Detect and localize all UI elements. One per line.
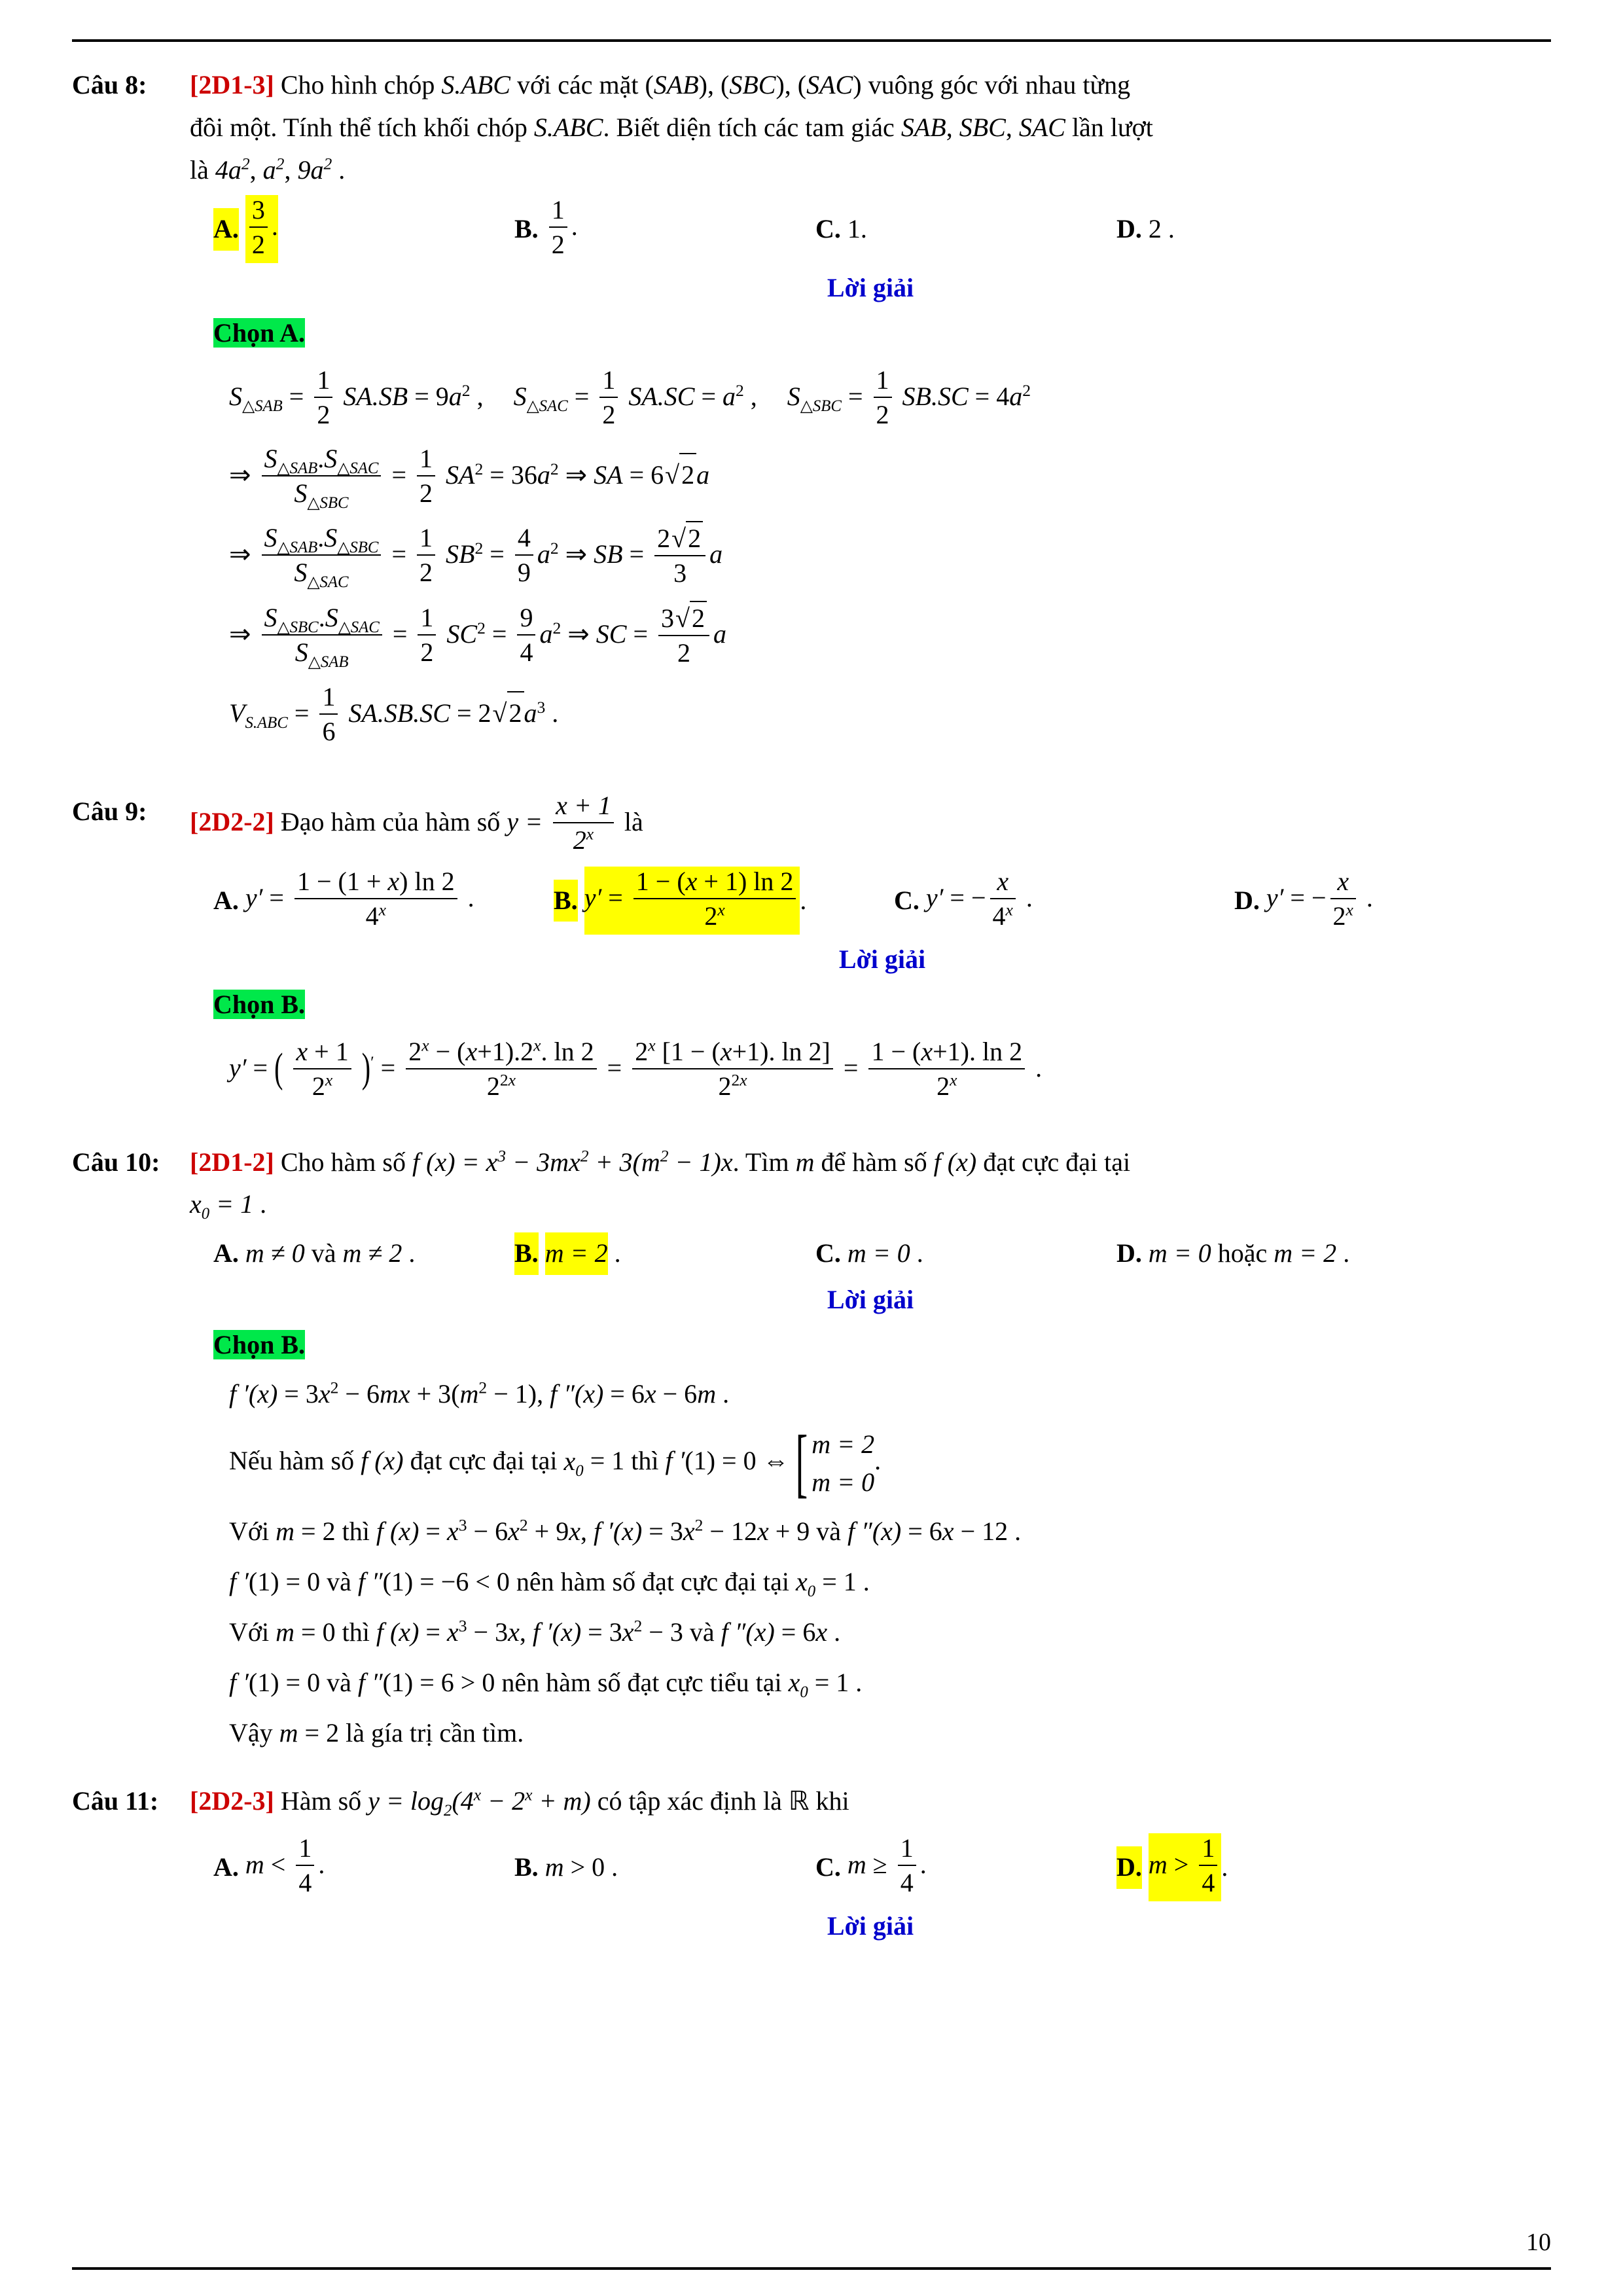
option-d-value: m > $\frac{1}{4}$	[1149, 1833, 1221, 1901]
question-9-solution-heading: Lời giải	[838, 944, 926, 974]
option-a[interactable]: A. m ≠ 0 và m ≠ 2 .	[213, 1232, 514, 1275]
question-10-options	[213, 1232, 1551, 1275]
q10-work-line-3: Với m = 2 thì f $(x) = x^3 - 6x^2 + 9x$, f $'(x) = 3x^2 - 12x + 9$ và f ″(x) = 6x − 12 .	[229, 1516, 1022, 1547]
option-b-value: m = 2	[545, 1232, 608, 1275]
q11-stem-2: có tập xác định là	[597, 1786, 782, 1816]
q10-stem-3: để hàm số	[821, 1147, 927, 1177]
q10-m: m	[795, 1147, 815, 1177]
stem-text-5: . Biết diện tích các tam giác	[603, 112, 895, 142]
option-d-value: m = 0	[1148, 1238, 1211, 1268]
option-c-value: m = 0	[847, 1238, 910, 1268]
question-10-stem-line2: $x_0 = 1$ .	[190, 1189, 267, 1223]
tri-2: SBC	[959, 112, 1006, 142]
option-a-letter: A.	[213, 1238, 239, 1268]
q11-expr: $y = \log_2(4^x - 2^x + m)$	[368, 1785, 591, 1820]
question-10	[72, 1141, 1551, 1755]
option-d-letter: D.	[1234, 885, 1260, 915]
question-8-code: [2D1-3]	[190, 70, 274, 99]
option-d-letter: D.	[1116, 213, 1142, 243]
question-9-code: [2D2-2]	[190, 807, 274, 837]
option-c-value: m ≥ $\frac{1}{4}$ .	[847, 1833, 927, 1898]
stem-text-4: đôi một. Tính thể tích khối chóp	[190, 112, 527, 142]
option-b-letter: B.	[514, 1852, 539, 1882]
option-b-value: y′ = $\frac{1 - (x + 1) \ln 2}{2^x}$	[584, 867, 800, 935]
option-c-value: 1.	[847, 213, 867, 243]
stem-text-3: vuông góc với nhau từng	[868, 70, 1131, 99]
question-10-stem	[190, 1141, 1551, 1184]
option-d[interactable]	[1234, 867, 1575, 935]
q10-work-line-4: f ′(1) = 0 và f ″(1) = −6 < 0 nên hàm số đạt cực đại tại $x_0 = 1$ .	[229, 1567, 870, 1601]
area-1: $4a^2$	[215, 154, 250, 185]
case-2: m = 0	[812, 1467, 875, 1498]
question-8-options	[213, 195, 1551, 263]
q9-work-line-1: y′ = ( $\frac{x + 1}{2^x}$ )′ = $\frac{2^x - (x+1).2^x. \ln 2}{2^{2x}}$ = $\frac{2^x [1 - (x+1). \ln 2]}{2^{2x}}$ = $\frac{1 - (x+1). \ln 2}{2^x}$ .	[229, 1035, 1043, 1101]
q10-stem-1: Cho hàm số	[280, 1147, 406, 1177]
option-c-letter: C.	[815, 1238, 841, 1268]
q10-stem-4: đạt cực đại tại	[983, 1147, 1131, 1177]
option-d-letter: D.	[1116, 1238, 1142, 1268]
question-10-label: Câu 10:	[72, 1147, 160, 1177]
option-d[interactable]: D. m > $\frac{1}{4}$ .	[1116, 1833, 1418, 1901]
q9-stem-end: là	[624, 807, 643, 837]
option-a-letter: A.	[213, 208, 239, 251]
question-8	[72, 64, 1551, 761]
option-a-letter: A.	[213, 1852, 239, 1882]
q10-fx: f $(x) = x^3 - 3mx^2 + 3(m^2 - 1)x$	[412, 1146, 733, 1177]
option-c[interactable]: C. m = 0 .	[815, 1232, 1116, 1275]
option-b[interactable]: B. m = 2 .	[514, 1232, 815, 1275]
question-11-options	[213, 1833, 1551, 1901]
question-8-chosen: Chọn A.	[213, 318, 306, 348]
option-b-letter: B.	[514, 213, 539, 243]
q10-cases: [ m = 2 m = 0	[795, 1420, 875, 1506]
question-10-solution-heading: Lời giải	[827, 1284, 914, 1314]
area-3: $9a^2$	[297, 154, 332, 185]
question-8-stem-line2: đôi một. Tính thể tích khối chóp S.ABC. Biết diện tích các tam giác SAB, SBC, SAC lần lượt	[190, 112, 1153, 142]
page-number: 10	[1526, 2229, 1551, 2256]
option-b[interactable]	[514, 195, 815, 263]
q10-work-line-1: f $'(x) = 3x^2 - 6mx + 3(m^2 - 1)$, f ″(x) = 6x − 6m .	[229, 1378, 730, 1408]
q8-work-line-4: ⇒ $\frac{S_{\triangle SBC}.S_{\triangle SAC}}{S_{\triangle SAB}}$ = $\frac{1}{2}$ $SC^2$ = $\frac{9}{4}$ $a^2$ ⇒ SC = $\frac{3√2}{2}$ a	[229, 602, 1551, 672]
tri-3: SAC	[1018, 112, 1065, 142]
question-10-chosen: Chọn B.	[213, 1329, 306, 1359]
q8-work-line-1: $S_{\triangle SAB}$ = $\frac{1}{2}$ $SA.SB = 9a^2$ , $S_{\triangle SAC}$ = $\frac{1}{2}$ $SA.SC = a^2$ , $S_{\triangle SBC}$ = $\frac{1}{2}$ $SB.SC = 4a^2$	[229, 365, 1031, 429]
option-c[interactable]	[815, 208, 1116, 251]
option-a-letter: A.	[213, 885, 239, 915]
q11-real-set: ℝ	[788, 1786, 810, 1816]
option-b-value: m > 0 .	[544, 1852, 618, 1882]
question-9-chosen: Chọn B.	[213, 989, 306, 1019]
q10-stem-2: . Tìm	[732, 1147, 789, 1177]
option-a-value: m ≠ 0	[245, 1238, 305, 1268]
tri-1: SAB	[901, 112, 946, 142]
question-8-stem: [2D1-3] Cho hình chóp S.ABC với các mặt (SAB), (SBC), (SAC) vuông góc với nhau từng	[190, 70, 1131, 99]
stem-text-6: lần lượt	[1071, 112, 1153, 142]
q10-fx-2: f (x)	[933, 1147, 977, 1177]
question-8-solution-heading: Lời giải	[827, 273, 914, 303]
area-2: $a^2$	[262, 154, 285, 185]
question-9-label: Câu 9:	[72, 796, 147, 826]
stem-text-2: với các mặt	[516, 70, 639, 99]
option-c[interactable]	[815, 1833, 1116, 1901]
stem-text-7: là	[190, 154, 209, 185]
option-d-value: y′ = − $\frac{x}{2^x}$ .	[1266, 866, 1373, 931]
bottom-rule	[72, 2267, 1551, 2270]
question-11-label: Câu 11:	[72, 1786, 159, 1816]
option-b-letter: B.	[554, 880, 578, 922]
option-a-value: y′ = $\frac{1 - (1 + x) \ln 2}{4^x}$ .	[245, 866, 474, 931]
face-sab: (SAB)	[645, 70, 707, 99]
q9-stem-text: Đạo hàm của hàm số	[280, 807, 501, 837]
question-8-label: Câu 8:	[72, 70, 147, 99]
top-rule	[72, 39, 1551, 42]
question-8-body	[190, 64, 1551, 761]
option-d[interactable]: D. m = 0 hoặc m = 2 .	[1116, 1232, 1509, 1275]
q8-work-line-5: $V_{S.ABC}$ = $\frac{1}{6}$ $SA.SB.SC = 2√2a^3$ .	[229, 681, 559, 746]
question-9-options	[213, 867, 1575, 935]
question-9-stem	[190, 791, 1575, 859]
q11-stem-1: Hàm số	[280, 1786, 362, 1816]
face-sbc: (SBC)	[721, 70, 785, 99]
question-10-code: [2D1-2]	[190, 1147, 274, 1177]
option-c-letter: C.	[815, 213, 841, 243]
question-10-body	[190, 1141, 1551, 1755]
stem-sabc: S.ABC	[441, 70, 510, 99]
option-c-value: y′ = − $\frac{x}{4^x}$ .	[925, 866, 1033, 931]
question-8-stem-line3: là $4a^2$, $a^2$, $9a^2$ .	[190, 154, 346, 185]
option-a[interactable]	[213, 1833, 514, 1901]
q11-stem-3: khi	[815, 1786, 849, 1816]
option-c-letter: C.	[894, 885, 919, 915]
option-a-value: $\frac{3}{2}$ .	[245, 195, 278, 263]
option-b[interactable]: B. y′ = $\frac{1 - (x + 1) \ln 2}{2^x}$ .	[554, 867, 894, 935]
q10-work-line-6: f ′(1) = 0 và f ″(1) = 6 > 0 nên hàm số đạt cực tiểu tại $x_0 = 1$ .	[229, 1667, 863, 1701]
q8-work-line-2: ⇒ $\frac{S_{\triangle SAB}.S_{\triangle SAC}}{S_{\triangle SBC}}$ = $\frac{1}{2}$ $SA^2 = 36a^2$ ⇒ SA = 6√2a	[229, 443, 710, 512]
q10-work-line-5: Với m = 0 thì f $(x) = x^3 - 3x$, f $'(x) = 3x^2 - 3$ và f ″(x) = 6x .	[229, 1616, 841, 1647]
option-a-value: m < $\frac{1}{4}$ .	[245, 1833, 325, 1898]
stem-text: Cho hình chóp	[280, 70, 435, 99]
face-sac: (SAC)	[797, 70, 862, 99]
q10-work-line-7: Vậy m = 2 là gía trị cần tìm.	[229, 1717, 524, 1748]
q10-x0: $x_0 = 1$	[190, 1189, 254, 1223]
sabc-2: S.ABC	[533, 112, 603, 142]
option-a[interactable]	[213, 867, 554, 935]
q10-work-line-2: Nếu hàm số f (x) đạt cực đại tại $x_0 = 1$ thì f ′(1) = 0 ⇔ [ m = 2 m = 0 .	[229, 1420, 882, 1506]
option-d[interactable]	[1116, 208, 1418, 251]
question-11-code: [2D2-3]	[190, 1786, 274, 1816]
q9-y-expr: y = $\frac{x + 1}{2^x}$	[507, 807, 624, 836]
option-c[interactable]	[894, 867, 1234, 935]
option-b-value: $\frac{1}{2}$ .	[545, 195, 578, 263]
q8-work-line-3: ⇒ $\frac{S_{\triangle SAB}.S_{\triangle SBC}}{S_{\triangle SAC}}$ = $\frac{1}{2}$ $SB^2$ = $\frac{4}{9}$ $a^2$ ⇒ SB = $\frac{2√2}{3}$ a	[229, 522, 1551, 592]
option-d-letter: D.	[1116, 1846, 1142, 1889]
option-b[interactable]	[514, 1846, 815, 1889]
option-a[interactable]	[213, 195, 514, 263]
question-11-body	[190, 1780, 1551, 1950]
question-11-stem	[190, 1780, 1551, 1823]
option-d-value: 2 .	[1148, 213, 1175, 243]
option-b-letter: B.	[514, 1232, 539, 1275]
question-9-body	[190, 791, 1575, 1115]
question-9	[72, 791, 1551, 1115]
question-11-solution-heading: Lời giải	[827, 1911, 914, 1941]
option-c-letter: C.	[815, 1852, 841, 1882]
case-1: m = 2	[812, 1429, 875, 1460]
question-11	[72, 1780, 1551, 1950]
